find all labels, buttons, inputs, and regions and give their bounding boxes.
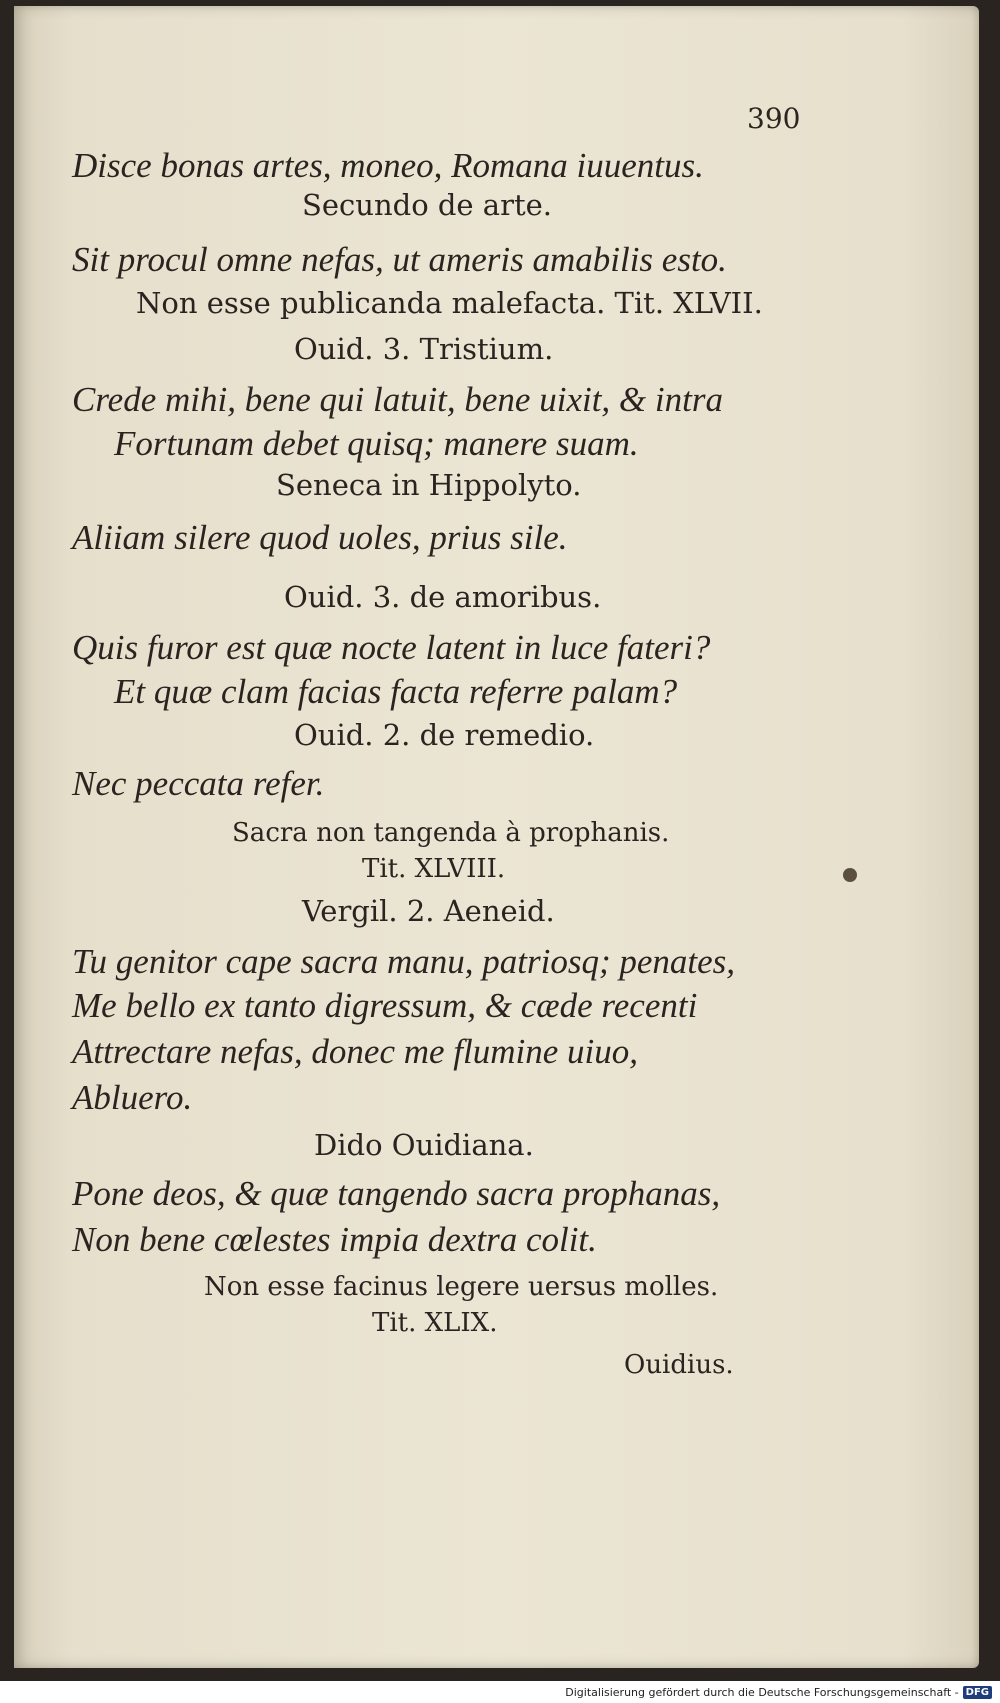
text-line: Aliiam silere quod uoles, prius sile.	[72, 518, 568, 557]
section-heading: Ouid. 3. de amoribus.	[284, 580, 602, 614]
section-heading: Seneca in Hippolyto.	[276, 468, 582, 502]
section-heading: Ouid. 2. de remedio.	[294, 718, 595, 752]
text-line: Fortunam debet quisq; manere suam.	[114, 424, 639, 463]
text-line: Crede mihi, bene qui latuit, bene uixit, & intra	[72, 380, 723, 419]
text-line: Disce bonas artes, moneo, Romana iuuentus.	[72, 146, 704, 185]
text-line: Et quæ clam facias facta referre palam?	[114, 672, 678, 711]
title-number: Tit. XLIX.	[372, 1308, 498, 1338]
text-line: Tu genitor cape sacra manu, patriosq; penates,	[72, 942, 736, 981]
title-heading: Non esse facinus legere uersus molles.	[204, 1272, 719, 1302]
digitization-footer	[0, 1681, 1000, 1703]
text-line: Sit procul omne nefas, ut ameris amabilis esto.	[72, 240, 727, 279]
ink-stain	[843, 868, 857, 882]
section-heading: Vergil. 2. Aeneid.	[302, 894, 555, 928]
text-line: Pone deos, & quæ tangendo sacra prophanas,	[72, 1174, 721, 1213]
text-line: Non bene cœlestes impia dextra colit.	[72, 1220, 597, 1259]
section-heading: Ouid. 3. Tristium.	[294, 332, 554, 366]
text-line: Abluero.	[72, 1078, 193, 1117]
text-line: Quis furor est quæ nocte latent in luce fateri?	[72, 628, 711, 667]
title-heading: Non esse publicanda malefacta. Tit. XLVII.	[136, 286, 763, 320]
page-number: 390	[747, 102, 801, 135]
text-line: Me bello ex tanto digressum, & cæde recenti	[72, 986, 698, 1025]
text-line: Nec peccata refer.	[72, 764, 325, 803]
dfg-logo-icon: DFG	[963, 1686, 992, 1699]
section-heading: Dido Ouidiana.	[314, 1128, 534, 1162]
section-heading: Secundo de arte.	[302, 188, 552, 222]
footer-text: Digitalisierung gefördert durch die Deutsche Forschungsgemeinschaft -	[565, 1685, 959, 1699]
book-page	[14, 6, 979, 1668]
title-heading: Sacra non tangenda à prophanis.	[232, 818, 670, 848]
title-number: Tit. XLVIII.	[362, 854, 506, 884]
section-heading: Ouidius.	[624, 1350, 734, 1380]
text-line: Attrectare nefas, donec me flumine uiuo,	[72, 1032, 639, 1071]
